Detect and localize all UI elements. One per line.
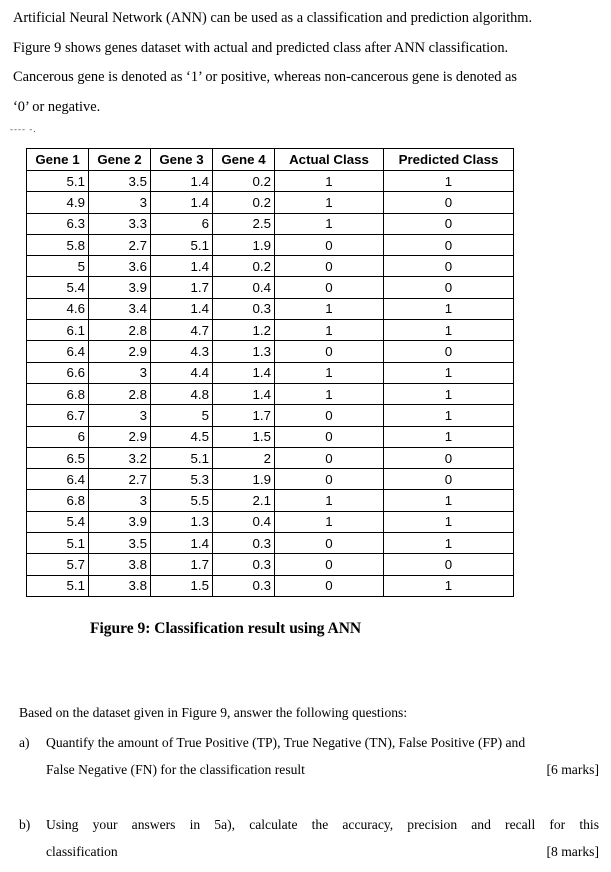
table-cell: 1.4 [213, 362, 275, 383]
table-cell: 5 [151, 405, 213, 426]
intro-line-2: Figure 9 shows genes dataset with actual and predicted class after ANN classification. [13, 39, 509, 56]
table-cell: 0 [275, 575, 384, 596]
question-a [19, 729, 599, 783]
table-cell: 1.3 [151, 511, 213, 532]
table-cell: 6.4 [27, 341, 89, 362]
table-cell: 1 [275, 171, 384, 192]
table-cell: 4.4 [151, 362, 213, 383]
table-cell: 1.2 [213, 320, 275, 341]
table-cell: 3.9 [89, 511, 151, 532]
table-row [27, 533, 514, 554]
table-cell: 0 [275, 447, 384, 468]
table-cell: 1 [384, 405, 514, 426]
table-row [27, 362, 514, 383]
table-cell: 5.3 [151, 469, 213, 490]
table-cell: 0.3 [213, 533, 275, 554]
table-cell: 2.5 [213, 213, 275, 234]
table-cell: 4.9 [27, 192, 89, 213]
question-a-marks: [6 marks] [546, 762, 599, 777]
table-row [27, 490, 514, 511]
table-cell: 6 [151, 213, 213, 234]
table-cell: 1 [384, 490, 514, 511]
question-b-letter: b) [19, 817, 31, 832]
table-cell: 6.4 [27, 469, 89, 490]
table-cell: 0.4 [213, 511, 275, 532]
table-header-row [27, 149, 514, 171]
table-row [27, 213, 514, 234]
table-cell: 2.7 [89, 469, 151, 490]
intro-paragraph [13, 4, 603, 122]
table-cell: 2.9 [89, 426, 151, 447]
table-cell: 1 [384, 362, 514, 383]
figure-caption: Figure 9: Classification result using ANN [90, 620, 362, 637]
table-cell: 3 [89, 192, 151, 213]
table-row [27, 405, 514, 426]
question-b [19, 811, 599, 865]
table-cell: 1 [384, 320, 514, 341]
table-row [27, 192, 514, 213]
table-cell: 6.3 [27, 213, 89, 234]
table-cell: 1.4 [151, 298, 213, 319]
table-cell: 0.2 [213, 192, 275, 213]
column-header: Gene 2 [89, 149, 151, 171]
table-cell: 4.7 [151, 320, 213, 341]
table-cell: 5 [27, 256, 89, 277]
table-cell: 6.5 [27, 447, 89, 468]
table-cell: 0 [275, 469, 384, 490]
table-cell: 1 [275, 320, 384, 341]
table-cell: 0 [384, 469, 514, 490]
table-cell: 1.4 [151, 171, 213, 192]
table-cell: 1.4 [151, 192, 213, 213]
table-cell: 1.7 [213, 405, 275, 426]
table-cell: 4.3 [151, 341, 213, 362]
table-cell: 4.8 [151, 383, 213, 404]
table-cell: 3.5 [89, 171, 151, 192]
table-row [27, 234, 514, 255]
table-cell: 5.7 [27, 554, 89, 575]
intro-line-1: Artificial Neural Network (ANN) can be used as a classification and prediction algorithm. [13, 10, 533, 26]
table-cell: 3.6 [89, 256, 151, 277]
question-a-letter: a) [19, 735, 30, 750]
table-cell: 3 [89, 490, 151, 511]
table-row [27, 469, 514, 490]
table-cell: 0 [384, 341, 514, 362]
table-cell: 0 [275, 554, 384, 575]
table-cell: 3.3 [89, 213, 151, 234]
table-cell: 5.8 [27, 234, 89, 255]
table-cell: 0 [275, 426, 384, 447]
table-cell: 3.9 [89, 277, 151, 298]
table-row [27, 171, 514, 192]
table-cell: 2.8 [89, 383, 151, 404]
table-cell: 0 [384, 192, 514, 213]
table-cell: 3.8 [89, 554, 151, 575]
crop-artifact: ---- -. [10, 124, 37, 134]
table-cell: 1.9 [213, 234, 275, 255]
table-row [27, 298, 514, 319]
table-cell: 0.2 [213, 256, 275, 277]
column-header: Gene 1 [27, 149, 89, 171]
table-cell: 0 [384, 256, 514, 277]
table-cell: 5.5 [151, 490, 213, 511]
table-cell: 0 [275, 533, 384, 554]
table-cell: 6.6 [27, 362, 89, 383]
table-row [27, 320, 514, 341]
table-cell: 1 [275, 192, 384, 213]
intro-line-4: ‘0’ or negative. [13, 98, 101, 115]
table-cell: 0 [275, 256, 384, 277]
question-a-line-2: False Negative (FN) for the classification result [46, 762, 305, 777]
table-cell: 2.1 [213, 490, 275, 511]
table-cell: 6.8 [27, 383, 89, 404]
intro-line-3: Cancerous gene is denoted as ‘1’ or positive, whereas non-cancerous gene is denoted as [13, 69, 518, 85]
table-cell: 1.7 [151, 277, 213, 298]
table-cell: 6 [27, 426, 89, 447]
table-row [27, 554, 514, 575]
table-row [27, 341, 514, 362]
table-cell: 1.3 [213, 341, 275, 362]
table-cell: 1 [384, 511, 514, 532]
table-cell: 0.4 [213, 277, 275, 298]
table-cell: 1 [275, 213, 384, 234]
table-cell: 6.8 [27, 490, 89, 511]
table-cell: 0 [275, 234, 384, 255]
table-cell: 0.2 [213, 171, 275, 192]
table-row [27, 383, 514, 404]
table-cell: 6.1 [27, 320, 89, 341]
table-cell: 4.5 [151, 426, 213, 447]
table-cell: 5.4 [27, 511, 89, 532]
table-cell: 1 [384, 533, 514, 554]
table-cell: 6.7 [27, 405, 89, 426]
table-cell: 1 [275, 490, 384, 511]
table-cell: 2.8 [89, 320, 151, 341]
table-cell: 3 [89, 405, 151, 426]
table-cell: 0 [275, 405, 384, 426]
table-cell: 1 [384, 383, 514, 404]
table-cell: 1 [275, 511, 384, 532]
table-cell: 0 [384, 554, 514, 575]
table-row [27, 426, 514, 447]
table-row [27, 277, 514, 298]
table-row [27, 575, 514, 596]
column-header: Gene 3 [151, 149, 213, 171]
column-header: Actual Class [275, 149, 384, 171]
table-cell: 1.9 [213, 469, 275, 490]
table-cell: 1.7 [151, 554, 213, 575]
table-cell: 1.4 [213, 383, 275, 404]
table-cell: 1 [384, 171, 514, 192]
question-a-line-1: Quantify the amount of True Positive (TP), True Negative (TN), False Positive (FP) and [46, 735, 526, 750]
column-header: Predicted Class [384, 149, 514, 171]
table-cell: 3.5 [89, 533, 151, 554]
table-cell: 1 [384, 426, 514, 447]
table-cell: 0.3 [213, 554, 275, 575]
table-cell: 3.4 [89, 298, 151, 319]
table-cell: 5.1 [27, 171, 89, 192]
table-cell: 0 [384, 213, 514, 234]
table-cell: 5.1 [151, 447, 213, 468]
table-cell: 2.7 [89, 234, 151, 255]
column-header: Gene 4 [213, 149, 275, 171]
table-cell: 1.4 [151, 256, 213, 277]
table-row [27, 256, 514, 277]
table-cell: 0.3 [213, 298, 275, 319]
question-b-line-2: classification [46, 844, 118, 859]
table-cell: 0 [384, 447, 514, 468]
table-body [27, 171, 514, 597]
table-cell: 2.9 [89, 341, 151, 362]
table-cell: 1.5 [213, 426, 275, 447]
table-cell: 1 [275, 362, 384, 383]
table-cell: 1 [275, 298, 384, 319]
table-cell: 0 [275, 277, 384, 298]
table-cell: 5.1 [27, 533, 89, 554]
table-cell: 5.1 [27, 575, 89, 596]
table-cell: 1 [384, 575, 514, 596]
table-cell: 2 [213, 447, 275, 468]
question-b-marks: [8 marks] [546, 844, 599, 859]
questions-lead: Based on the dataset given in Figure 9, answer the following questions: [19, 705, 408, 720]
table-row [27, 447, 514, 468]
table-cell: 3.8 [89, 575, 151, 596]
question-b-line-1: Using your answers in 5a), calculate the accuracy, precision and recall for this [46, 817, 599, 832]
questions-section [19, 703, 599, 865]
table-cell: 5.4 [27, 277, 89, 298]
table-cell: 3.2 [89, 447, 151, 468]
table-row [27, 511, 514, 532]
table-cell: 3 [89, 362, 151, 383]
table-cell: 0 [384, 277, 514, 298]
table-cell: 4.6 [27, 298, 89, 319]
table-cell: 1 [275, 383, 384, 404]
table-cell: 1.5 [151, 575, 213, 596]
table-cell: 0.3 [213, 575, 275, 596]
gene-dataset-table [26, 148, 514, 597]
table-cell: 1.4 [151, 533, 213, 554]
table-cell: 0 [275, 341, 384, 362]
table-cell: 5.1 [151, 234, 213, 255]
table-cell: 0 [384, 234, 514, 255]
table-cell: 1 [384, 298, 514, 319]
